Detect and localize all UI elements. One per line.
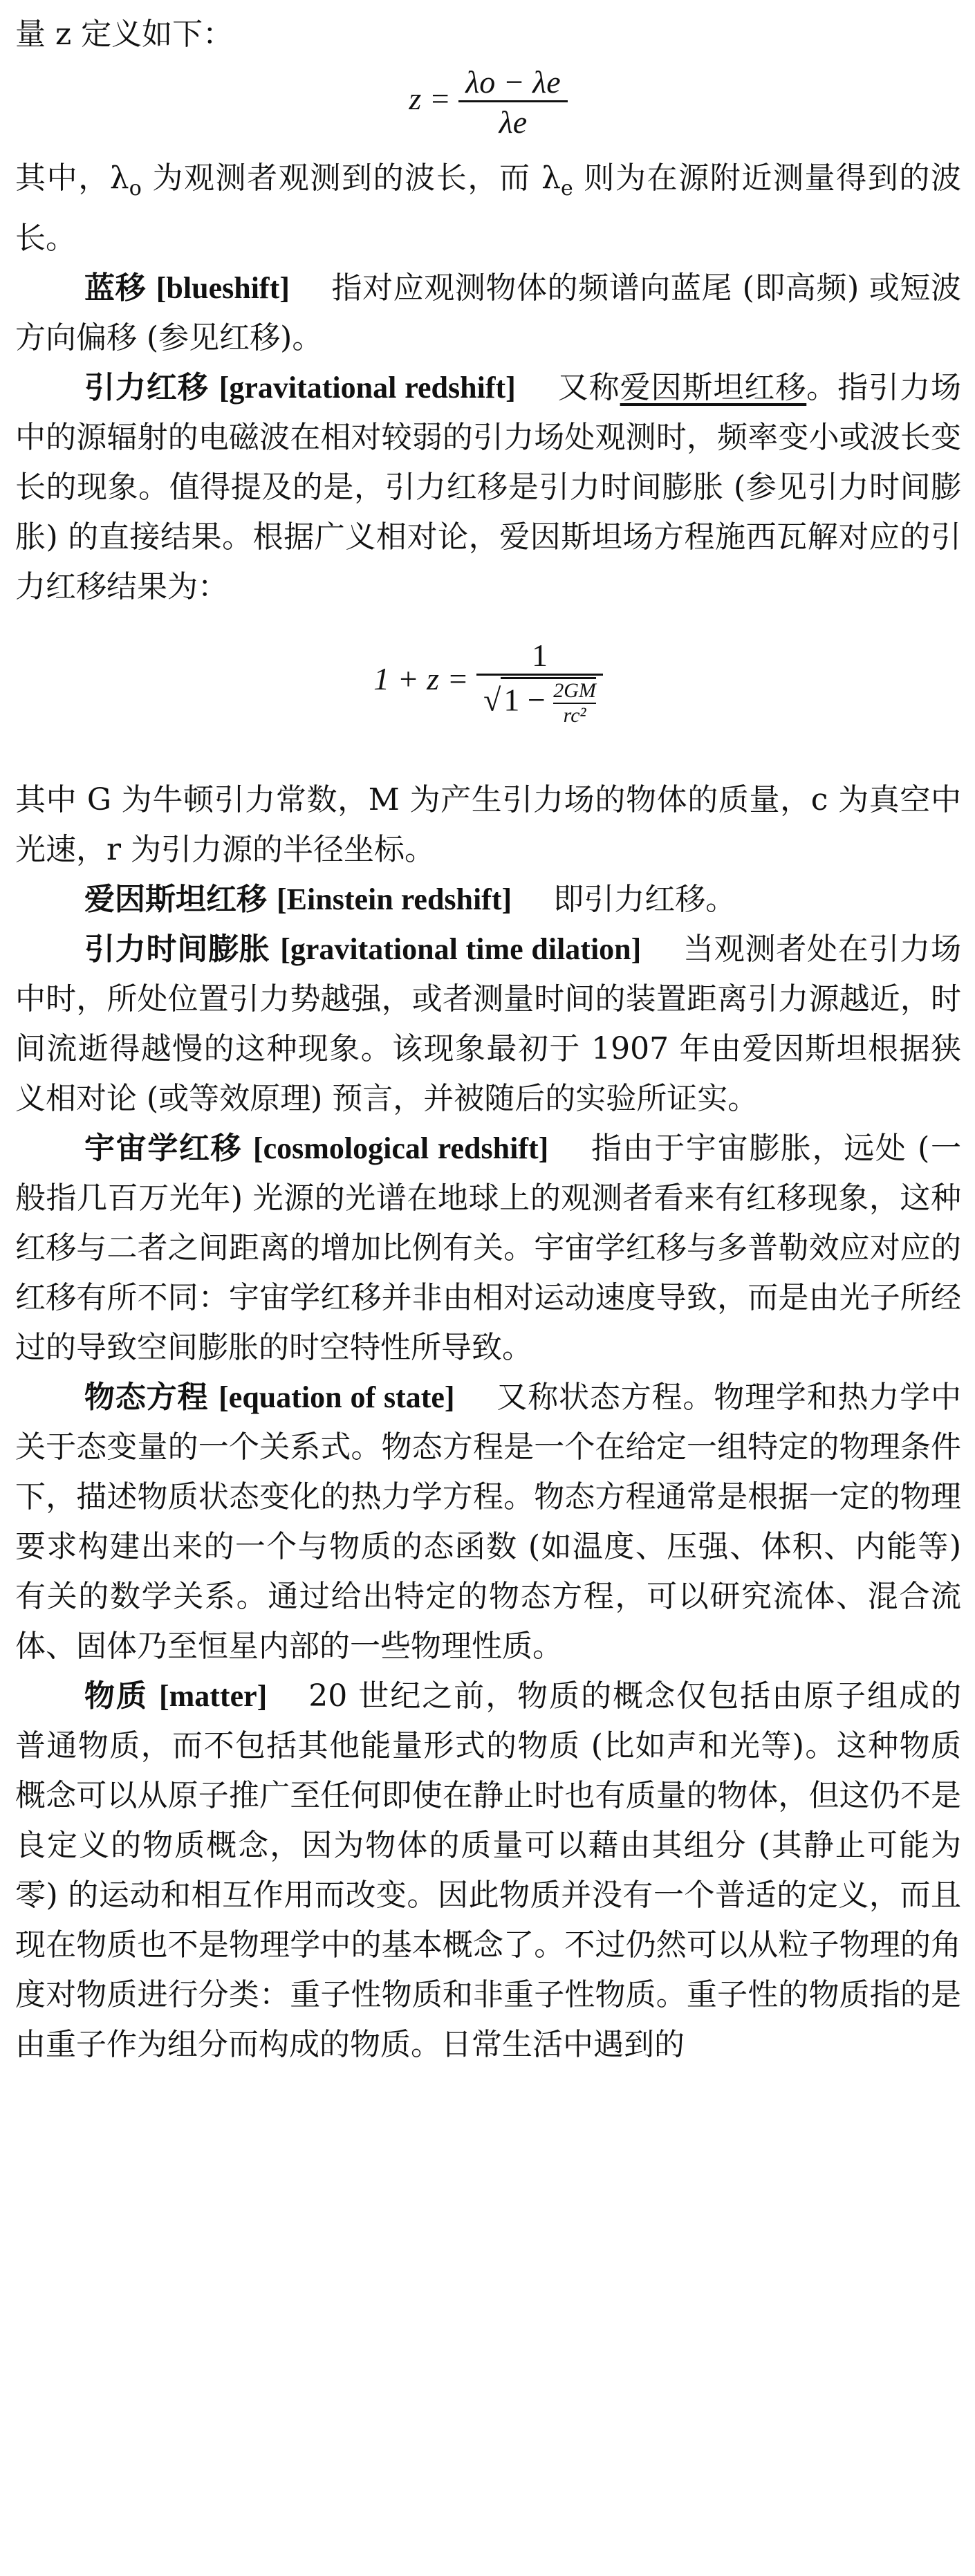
entry-term: 引力时间膨胀 xyxy=(84,932,270,967)
entry-term: 蓝移 xyxy=(84,270,147,306)
sqrt-radicand: 1 − $\frac{2GM}{\text{rc²}}$ xyxy=(501,677,596,728)
entry-body: 又称状态方程。物理学和热力学中关于态变量的一个关系式。物态方程是一个在给定一组特定的物理条件下，描述物质状态变化的热力学方程。物态方程通常是根据一定的物理要求构建出来的一个与物质的态函数 (如温度、压强、体积、内能等) 有关的数学关系。通过给出特定的物态方程，可以研究流体、混合流体、固体乃至恒星内部的一些物理性质。 xyxy=(15,1380,962,1664)
entry-english: [gravitational redshift] xyxy=(219,371,516,405)
entry-term: 宇宙学红移 xyxy=(84,1131,243,1166)
entry-english: [matter] xyxy=(158,1679,268,1713)
entry-english: [blueshift] xyxy=(156,271,290,305)
intro-line: 量 z 定义如下： xyxy=(15,17,234,52)
grav-formula-explanation: 其中 G 为牛顿引力常数，M 为产生引力场的物体的质量，c 为真空中光速，r 为引力源的半径坐标。 xyxy=(15,782,961,867)
entry-gravitational-redshift xyxy=(15,363,961,612)
entry-body: 即引力红移。 xyxy=(553,882,736,917)
intro-where: 其中，$\lambda_o$ 为观测者观测到的波长，而 $\lambda_e$ 则为在源附近测量得到的波长。 xyxy=(15,160,962,256)
grav-formula-numerator: 1 xyxy=(531,638,548,673)
entry-english: [cosmological redshift] xyxy=(252,1131,549,1165)
document-page xyxy=(15,10,961,2070)
entry-einstein-redshift xyxy=(15,875,961,925)
inner-numerator: 2GM xyxy=(553,679,596,702)
redshift-formula-lhs: z = xyxy=(409,81,451,117)
gravitational-redshift-formula xyxy=(15,612,961,775)
grav-formula-fraction xyxy=(476,637,603,728)
redshift-formula xyxy=(15,59,961,154)
inner-denominator: rc² xyxy=(553,703,596,728)
entry-term: 物质 xyxy=(84,1678,148,1714)
grav-formula-denominator xyxy=(476,674,603,728)
entry-time-dilation xyxy=(15,925,961,1124)
entry-body: 指对应观测物体的频谱向蓝尾 (即高频) 或短波方向偏移 (参见红移)。 xyxy=(15,270,961,355)
entry-cosmological-redshift xyxy=(15,1124,961,1373)
redshift-formula-numerator: λo − λe xyxy=(465,64,561,100)
redshift-formula-fraction xyxy=(458,64,567,140)
cross-reference-link[interactable]: 爱因斯坦红移 xyxy=(620,370,807,405)
entry-body: 。指引力场中的源辐射的电磁波在相对较弱的引力场处观测时，频率变小或波长变长的现象。值得提及的是，引力红移是引力时间膨胀 (参见引力时间膨胀) 的直接结果。根据广义相对论，爱因斯坦场方程施西瓦解对应的引力红移结果为： xyxy=(15,370,962,604)
entry-body: 当观测者处在引力场中时，所处位置引力势越强，或者测量时间的装置距离引力源越近，时间流逝得越慢的这种现象。该现象最初于 1907 年由爱因斯坦根据狭义相对论 (或等效原理) 预言，并被随后的实验所证实。 xyxy=(15,932,962,1116)
entry-blueshift xyxy=(15,263,961,363)
sqrt-sign-icon: √ xyxy=(483,682,501,718)
entry-term: 物态方程 xyxy=(84,1380,209,1415)
entry-english: [equation of state] xyxy=(219,1380,455,1414)
entry-english: [gravitational time dilation] xyxy=(280,932,642,966)
grav-inner-fraction xyxy=(553,679,596,728)
redshift-formula-denominator: λe xyxy=(458,100,567,140)
entry-body: 指由于宇宙膨胀，远处 (一般指几百万光年) 光源的光谱在地球上的观测者看来有红移现象，这种红移与二者之间距离的增加比例有关。宇宙学红移与多普勒效应对应的红移有所不同：宇宙学红移并非由相对运动速度导致，而是由光子所经过的导致空间膨胀的时空特性所导致。 xyxy=(15,1131,962,1365)
entry-term: 引力红移 xyxy=(84,370,209,405)
grav-formula-lhs: 1 + z = xyxy=(373,661,469,697)
entry-term: 爱因斯坦红移 xyxy=(84,882,267,917)
entry-english: [Einstein redshift] xyxy=(277,882,512,916)
entry-body: 20 世纪之前，物质的概念仅包括由原子组成的普通物质，而不包括其他能量形式的物质 (比如声和光等)。这种物质概念可以从原子推广至任何即使在静止时也有质量的物体，但这仍不是良定义的物质概念，因为物体的质量可以藉由其组分 (其静止可能为零) 的运动和相互作用而改变。因此物质并没有一个普适的定义，而且现在物质也不是物理学中的基本概念了。不过仍然可以从粒子物理的角度对物质进行分类：重子性物质和非重子性物质。重子性的物质指的是由重子作为组分而构成的物质。日常生活中遇到的 xyxy=(15,1678,961,2062)
entry-matter xyxy=(15,1671,961,2070)
entry-equation-of-state xyxy=(15,1373,961,1671)
entry-alias-prefix: 又称 xyxy=(557,370,620,405)
